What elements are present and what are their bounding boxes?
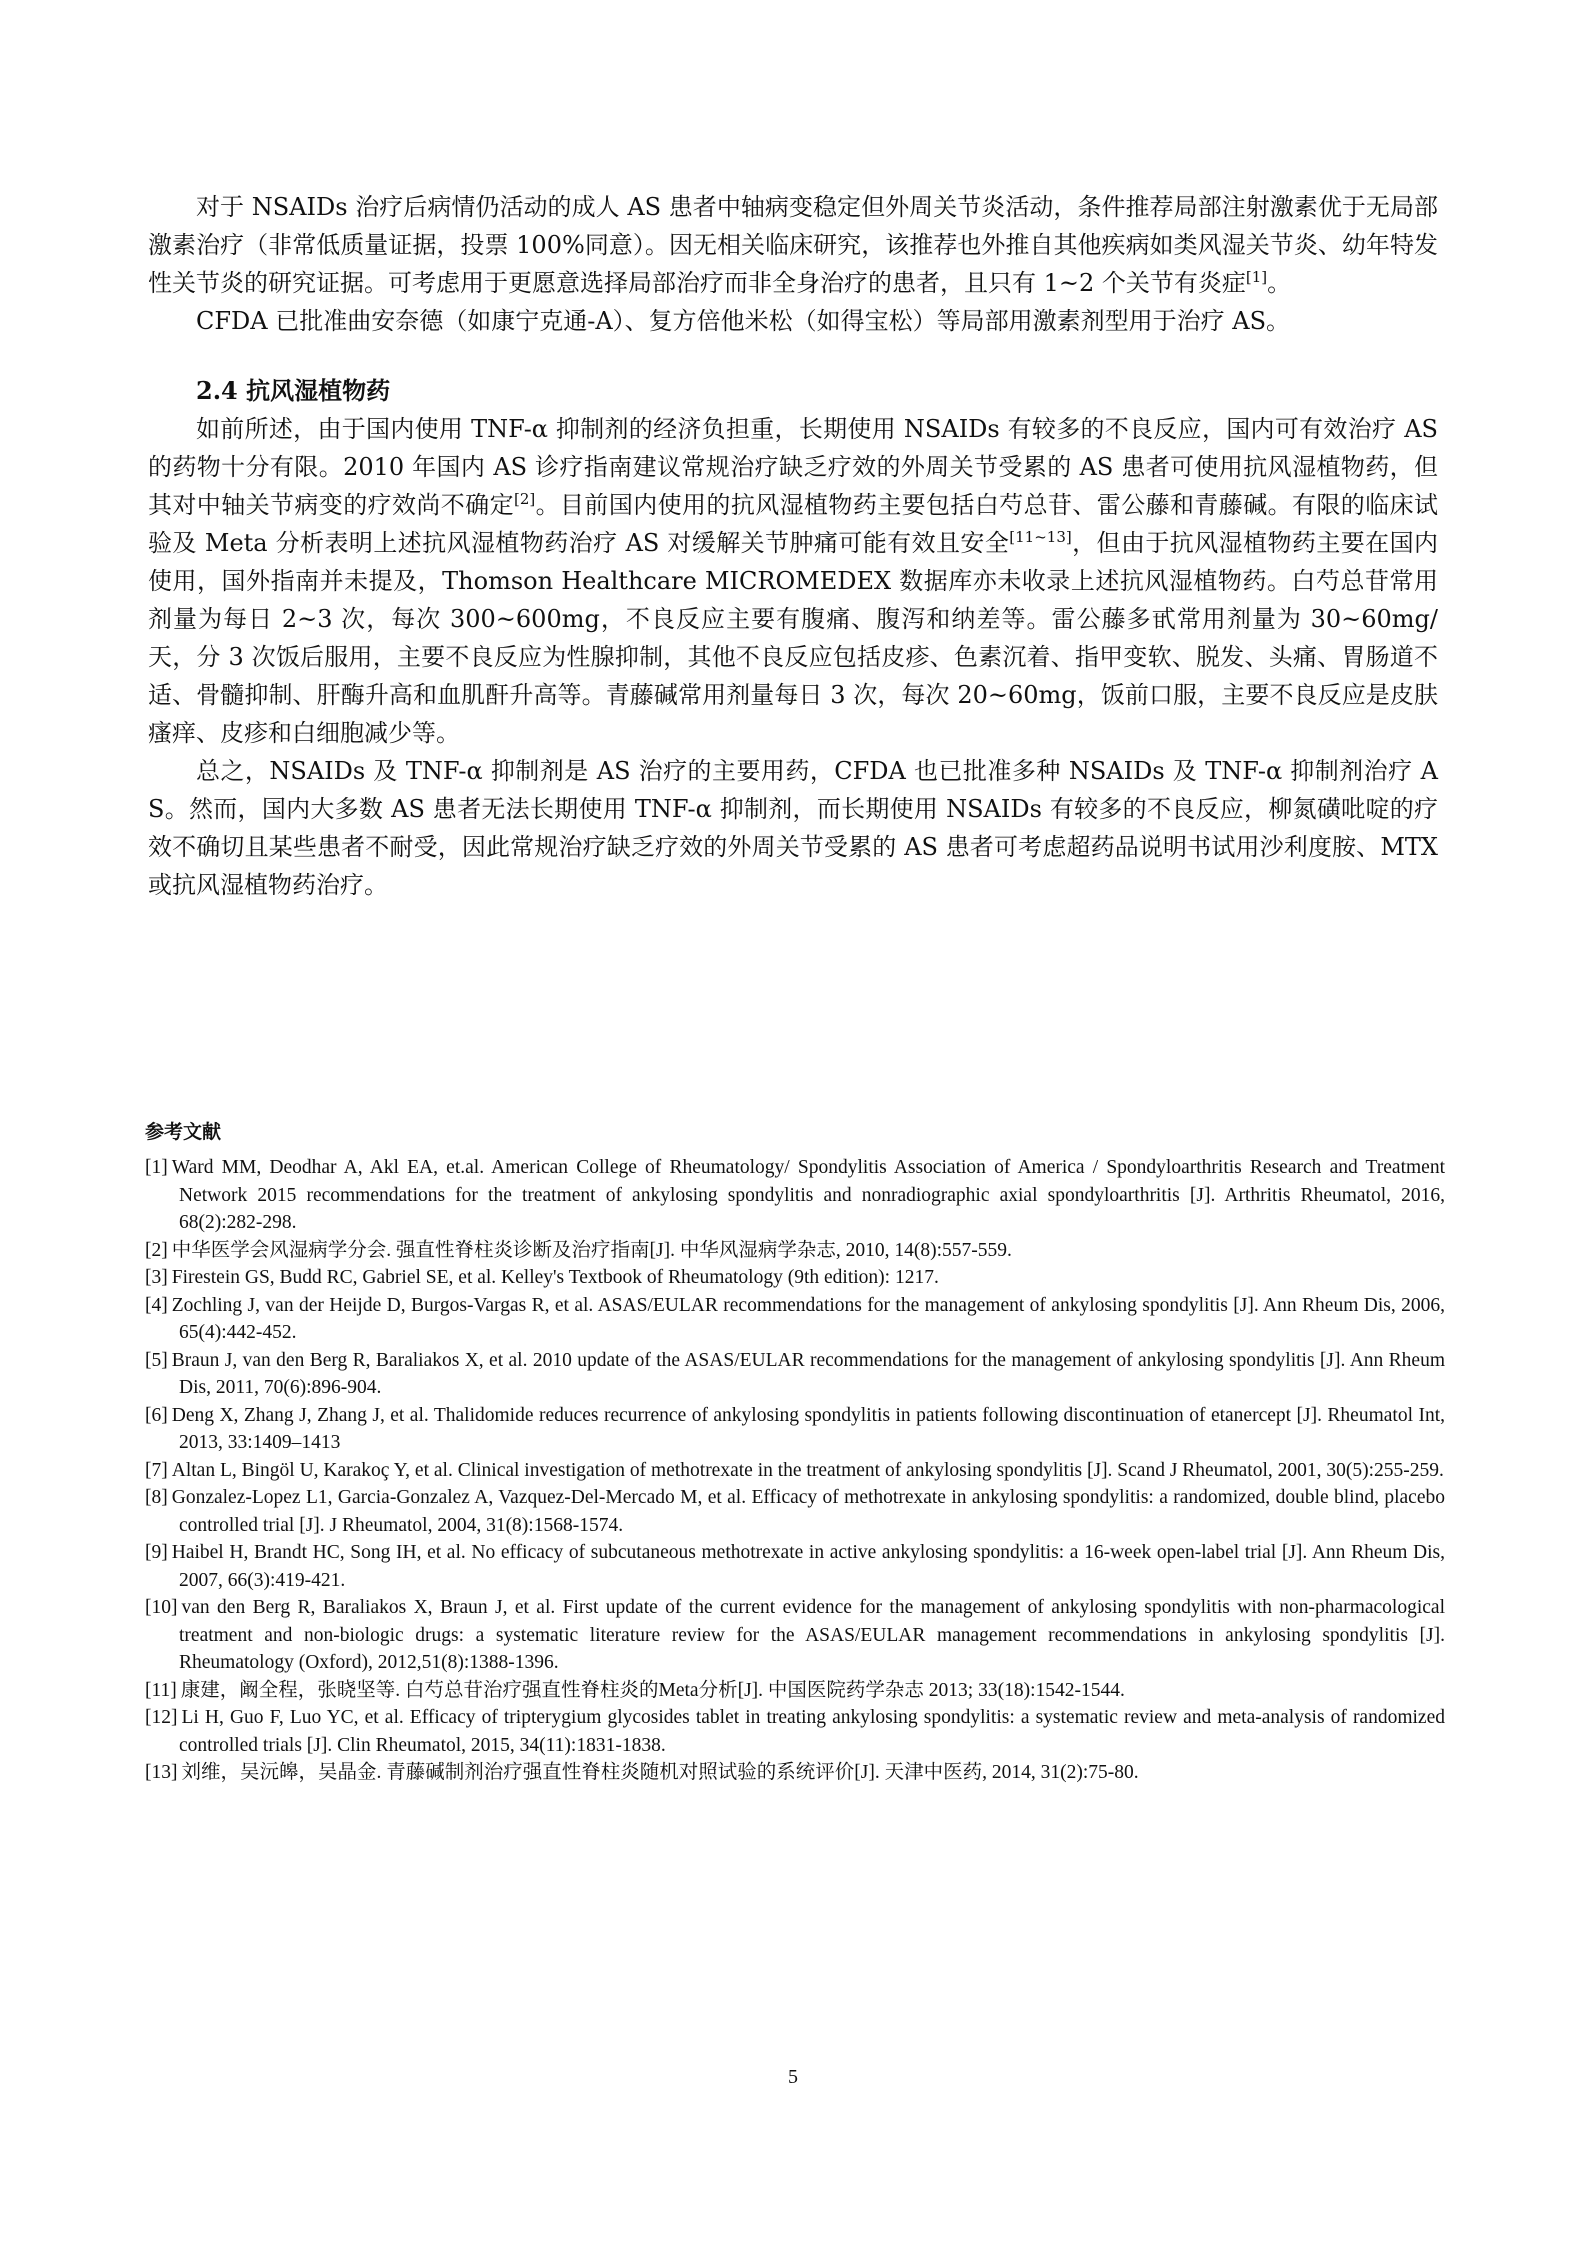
body-text [148, 188, 1438, 904]
references-heading: 参考文献 [145, 1121, 222, 1143]
page-number: 5 [788, 2066, 798, 2088]
reference-item: [11] 康建，阚全程，张晓坚等. 白芍总苷治疗强直性脊柱炎的Meta分析[J]. 中国医院药学杂志 2013; 33(18):1542-1544. [145, 1679, 1125, 1701]
reference-item: [7] Altan L, Bingöl U, Karakoç Y, et al. Clinical investigation of methotrexate in the treatment of ankylosing spondylitis [J]. Scand J Rheumatol, 2001, 30(5):255-259. [145, 1459, 1444, 1481]
reference-item: [4] Zochling J, van der Heijde D, Burgos-Vargas R, et al. ASAS/EULAR recommendations for the management of ankylosing spondylitis [J]. Ann Rheum Dis, 2006, 65(4):442-452. [145, 1294, 1445, 1343]
reference-item: [1] Ward MM, Deodhar A, Akl EA, et.al. American College of Rheumatology/ Spondylitis Association of America / Spondyloarthritis Research and Treatment Network 2015 recommendations for the treatment of ankylosing spondylitis and nonradiographic axial spondyloarthritis [J]. Arthritis Rheumatol, 2016, 68(2):282-298. [145, 1157, 1445, 1233]
paragraph-herbal-drugs: 如前所述，由于国内使用 TNF-α 抑制剂的经济负担重，长期使用 NSAIDs 有较多的不良反应，国内可有效治疗 AS 的药物十分有限。2010 年国内 AS 诊疗指南建议常规治疗缺乏疗效的外周关节受累的 AS 患者可使用抗风湿植物药，但其对中轴关节病变的疗效尚不确定[2]。目前国内使用的抗风湿植物药主要包括白芍总苷、雷公藤和青藤碱。有限的临床试验及 Meta 分析表明上述抗风湿植物药治疗 AS 对缓解关节肿痛可能有效且安全[11~13]，但由于抗风湿植物药主要在国内使用，国外指南并未提及，Thomson Healthcare MICROMEDEX 数据库亦未收录上述抗风湿植物药。白芍总苷常用剂量为每日 2~3 次，每次 300~600mg，不良反应主要有腹痛、腹泻和纳差等。雷公藤多甙常用剂量为 30~60mg/天，分 3 次饭后服用，主要不良反应为性腺抑制，其他不良反应包括皮疹、色素沉着、指甲变软、脱发、头痛、胃肠道不适、骨髓抑制、肝酶升高和血肌酐升高等。青藤碱常用剂量每日 3 次，每次 20~60mg，饭前口服，主要不良反应是皮肤瘙痒、皮疹和白细胞减少等。 [148, 415, 1438, 747]
paragraph-cfda: CFDA 已批准曲安奈德（如康宁克通-A）、复方倍他米松（如得宝松）等局部用激素剂型用于治疗 AS。 [196, 307, 1291, 335]
reference-item: [12] Li H, Guo F, Luo YC, et al. Efficacy of tripterygium glycosides tablet in treating ankylosing spondylitis: a systematic review and meta-analysis of randomized controlled trials [J]. Clin Rheumatol, 2015, 34(11):1831-1838. [145, 1707, 1445, 1756]
reference-item: [5] Braun J, van den Berg R, Baraliakos X, et al. 2010 update of the ASAS/EULAR recommendations for the management of ankylosing spondylitis [J]. Ann Rheum Dis, 2011, 70(6):896-904. [145, 1349, 1445, 1398]
citation: [1] [1245, 268, 1268, 286]
citation: [2] [513, 490, 536, 508]
paragraph-local-steroid: 对于 NSAIDs 治疗后病情仍活动的成人 AS 患者中轴病变稳定但外周关节炎活动，条件推荐局部注射激素优于无局部激素治疗（非常低质量证据，投票 100%同意）。因无相关临床研究，该推荐也外推自其他疾病如类风湿关节炎、幼年特发性关节炎的研究证据。可考虑用于更愿意选择局部治疗而非全身治疗的患者，且只有 1~2 个关节有炎症[1]。 [148, 193, 1438, 297]
reference-item: [3] Firestein GS, Budd RC, Gabriel SE, et al. Kelley's Textbook of Rheumatology (9th edition): 1217. [145, 1267, 939, 1288]
reference-item: [6] Deng X, Zhang J, Zhang J, et al. Thalidomide reduces recurrence of ankylosing spondylitis in patients following discontinuation of etanercept [J]. Rheumatol Int, 2013, 33:1409–1413 [145, 1404, 1445, 1453]
reference-item: [2] 中华医学会风湿病学分会. 强直性脊柱炎诊断及治疗指南[J]. 中华风湿病学杂志, 2010, 14(8):557-559. [145, 1239, 1012, 1261]
references-list [145, 1154, 1445, 1787]
section-heading: 2.4 抗风湿植物药 [196, 376, 391, 405]
reference-item: [10] van den Berg R, Baraliakos X, Braun J, et al. First update of the current evidence for the management of ankylosing spondylitis with non-pharmacological treatment and non-biologic drugs: a systematic literature review for the ASAS/EULAR management recommendations in ankylosing spondylitis [J]. Rheumatology (Oxford), 2012,51(8):1388-1396. [145, 1597, 1445, 1673]
references-section [145, 1118, 1445, 1787]
paragraph-summary: 总之，NSAIDs 及 TNF-α 抑制剂是 AS 治疗的主要用药，CFDA 也已批准多种 NSAIDs 及 TNF-α 抑制剂治疗 AS。然而，国内大多数 AS 患者无法长期使用 TNF-α 抑制剂，而长期使用 NSAIDs 有较多的不良反应，柳氮磺吡啶的疗效不确切且某些患者不耐受，因此常规治疗缺乏疗效的外周关节受累的 AS 患者可考虑超药品说明书试用沙利度胺、MTX 或抗风湿植物药治疗。 [148, 757, 1438, 899]
citation: [11~13] [1009, 528, 1072, 546]
reference-item: [13] 刘维，吴沅皞，吴晶金. 青藤碱制剂治疗强直性脊柱炎随机对照试验的系统评价[J]. 天津中医药, 2014, 31(2):75-80. [145, 1762, 1139, 1783]
reference-item: [9] Haibel H, Brandt HC, Song IH, et al. No efficacy of subcutaneous methotrexate in active ankylosing spondylitis: a 16-week open-label trial [J]. Ann Rheum Dis, 2007, 66(3):419-421. [145, 1542, 1445, 1591]
reference-item: [8] Gonzalez-Lopez L1, Garcia-Gonzalez A, Vazquez-Del-Mercado M, et al. Efficacy of methotrexate in ankylosing spondylitis: a randomized, double blind, placebo controlled trial [J]. J Rheumatol, 2004, 31(8):1568-1574. [145, 1487, 1445, 1536]
